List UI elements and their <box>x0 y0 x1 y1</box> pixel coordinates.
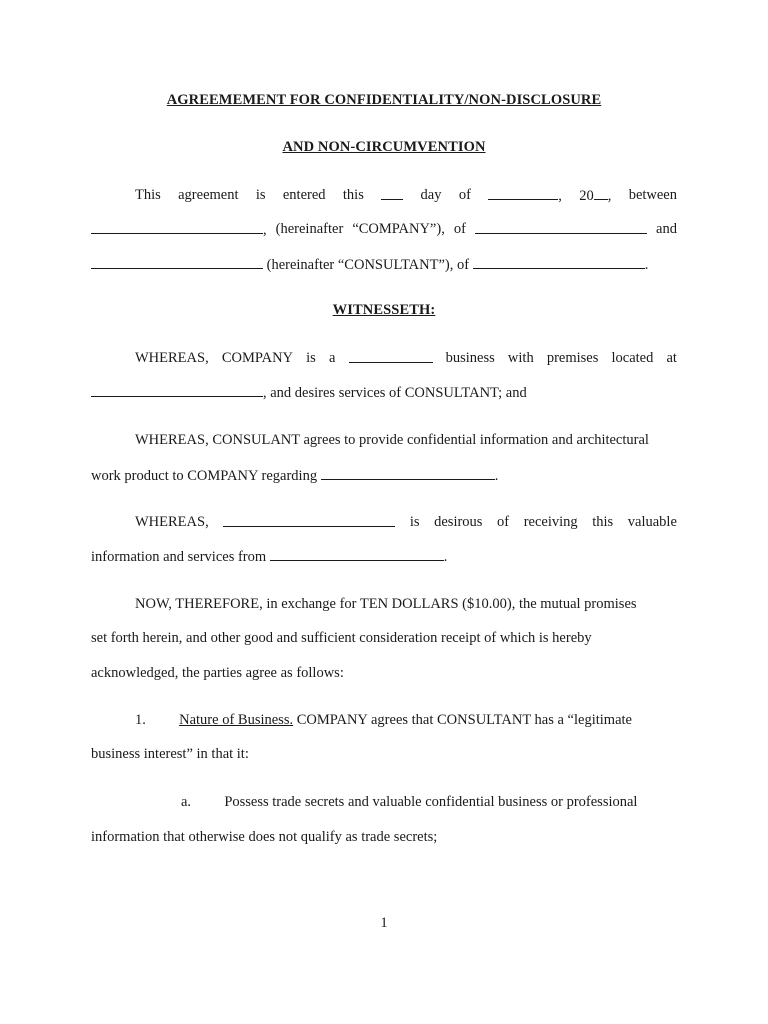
intro-word: (hereinafter <box>275 221 344 237</box>
whereas-word: business <box>445 350 495 366</box>
intro-word: between <box>628 187 677 203</box>
blank-day <box>381 185 403 200</box>
item-text: Possess trade secrets and valuable confidential business or professional <box>224 794 638 810</box>
whereas-word: desirous <box>434 514 483 530</box>
whereas-word: receiving <box>523 514 578 530</box>
whereas2-line-1: WHEREAS, CONSULANT agrees to provide confidential information and architectural <box>135 432 649 448</box>
blank-consultant-address <box>473 254 645 269</box>
whereas-word: is <box>409 514 420 530</box>
whereas-word: of <box>497 514 510 530</box>
blank-premises-location <box>91 382 263 397</box>
whereas-word: COMPANY <box>221 350 294 366</box>
whereas-text: information and services from <box>91 549 267 565</box>
intro-word: of <box>453 221 466 237</box>
intro-word: This <box>135 187 161 203</box>
intro-month: , <box>488 185 562 205</box>
whereas-word: premises <box>546 350 599 366</box>
section-1-line-2: business interest” in that it: <box>91 746 249 762</box>
intro-word: “COMPANY”), <box>352 221 445 237</box>
item-a-line-1 <box>181 792 677 812</box>
whereas2-line-2: work product to COMPANY regarding . <box>91 465 677 485</box>
intro-word: this <box>342 187 364 203</box>
section-number: 1. <box>135 712 146 728</box>
document-title-line2: AND NON-CIRCUMVENTION <box>282 139 486 155</box>
now-therefore-line-3: acknowledged, the parties agree as follows: <box>91 665 344 681</box>
intro-line-3: (hereinafter “CONSULTANT”), of . <box>91 254 677 274</box>
section-heading: Nature of Business. <box>179 712 294 728</box>
intro-line-2 <box>91 219 677 239</box>
whereas3-line-2: information and services from . <box>91 546 677 566</box>
whereas-word: is <box>306 350 316 366</box>
intro-year: 20 , <box>579 185 611 205</box>
whereas-word: at <box>666 350 677 366</box>
whereas1-line-1 <box>135 348 677 368</box>
intro-line-1 <box>135 185 677 205</box>
now-therefore-line-1: NOW, THEREFORE, in exchange for TEN DOLLARS ($10.00), the mutual promises <box>135 596 637 612</box>
page-number: 1 <box>380 915 388 931</box>
item-letter: a. <box>181 794 192 810</box>
intro-word: and <box>656 221 677 237</box>
blank-services-from <box>270 546 444 561</box>
whereas-word: located <box>611 350 654 366</box>
document-title-line1: AGREEMEMENT FOR CONFIDENTIALITY/NON-DISCLOSURE <box>166 92 602 108</box>
whereas-word: WHEREAS, <box>135 514 209 530</box>
blank-regarding <box>321 465 495 480</box>
item-a-line-2: information that otherwise does not qualify as trade secrets; <box>91 829 438 845</box>
blank-business-type <box>349 348 433 363</box>
intro-word: agreement <box>178 187 239 203</box>
intro-word: entered <box>282 187 326 203</box>
blank-company-address <box>475 219 647 234</box>
intro-word: day <box>420 187 442 203</box>
whereas-word: WHEREAS, <box>135 350 209 366</box>
whereas-text: work product to COMPANY regarding <box>91 468 318 484</box>
intro-word: is <box>255 187 266 203</box>
blank-consultant-name <box>91 254 263 269</box>
intro-word: of <box>458 187 471 203</box>
blank-company-name <box>91 219 263 234</box>
blank-month <box>488 185 558 200</box>
blank-year <box>594 185 608 200</box>
whereas-word: valuable <box>627 514 677 530</box>
section-1-line-1 <box>135 710 677 730</box>
whereas-word: a <box>328 350 336 366</box>
whereas3-line-1 <box>135 512 677 532</box>
whereas-word: with <box>507 350 534 366</box>
intro-company-name: , <box>91 219 267 239</box>
now-therefore-line-2: set forth herein, and other good and sufficient consideration receipt of which is hereby <box>91 630 592 646</box>
witnesseth-heading: WITNESSETH: <box>332 302 436 318</box>
whereas1-line-2 <box>91 382 677 402</box>
section-text: COMPANY agrees that CONSULTANT has a “legitimate <box>296 712 632 728</box>
intro-text: (hereinafter “CONSULTANT”), of <box>266 257 470 273</box>
whereas-word: this <box>592 514 614 530</box>
blank-recipient <box>223 512 395 527</box>
whereas-text: , and desires services of CONSULTANT; and <box>263 385 527 401</box>
